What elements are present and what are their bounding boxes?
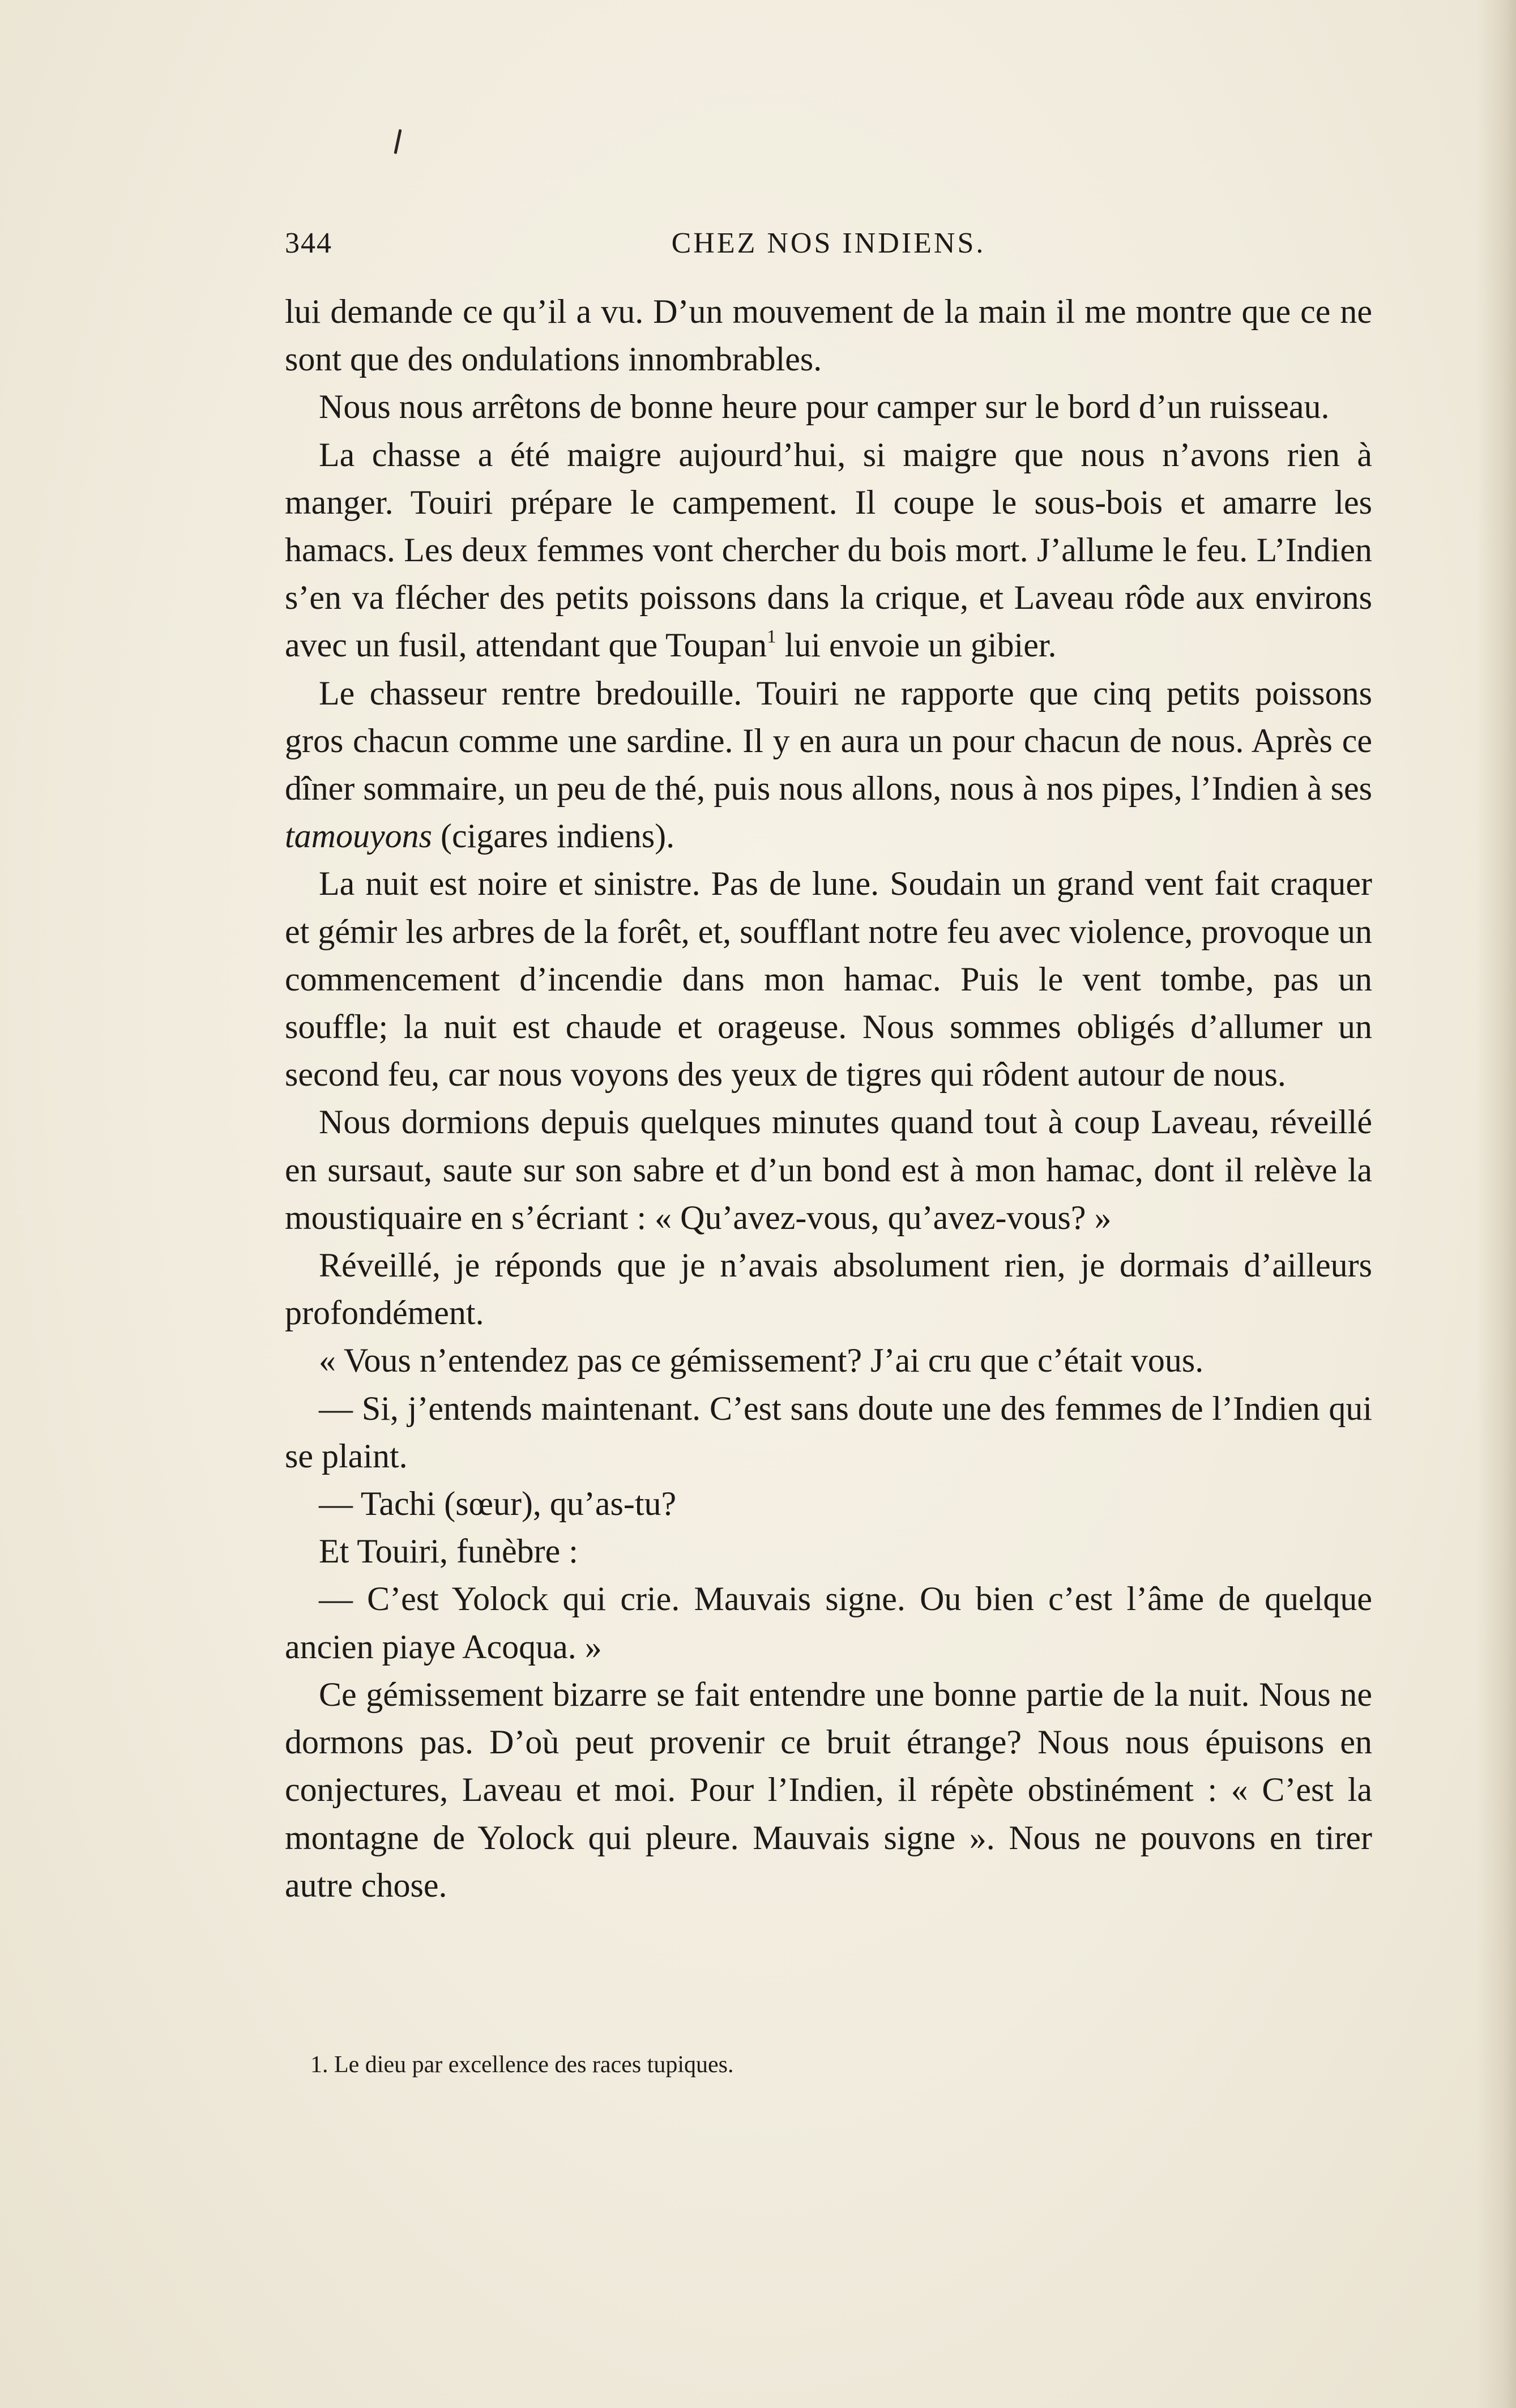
footnote-marker: 1	[767, 626, 776, 647]
paragraph: « Vous n’entendez pas ce gémissement? J’ai cru que c’était vous.	[319, 1342, 1204, 1380]
footnote: 1. Le dieu par excellence des races tupiques.	[310, 2052, 734, 2078]
paragraph: lui demande ce qu’il a vu. D’un mouvement de la main il me montre que ce ne sont que des ondulations innombrables.	[285, 293, 1372, 378]
paragraph: La chasse a été maigre aujourd’hui, si maigre que nous n’avons rien à manger. Touiri prépare le campement. Il coupe le sous-bois et amarre les hamacs. Les deux femmes vont chercher du bois mort. J’allume le feu. L’Indien s’en va flécher des petits poissons dans la crique, et Laveau rôde aux environs avec un fusil, attendant que Toupan$^1$ lui envoie un gibier.	[285, 436, 1372, 664]
paragraph: Le chasseur rentre bredouille. Touiri ne rapporte que cinq petits poissons gros chacun comme une sardine. Il y en aura un pour chacun de nous. Après ce dîner sommaire, un peu de thé, puis nous allons, nous à nos pipes, l’Indien à ses tamouyons (cigares indiens).	[285, 674, 1372, 855]
running-title: CHEZ NOS INDIENS.	[671, 227, 986, 259]
paragraph: Et Touiri, funèbre :	[319, 1532, 578, 1570]
italic-term: tamouyons	[285, 817, 432, 855]
body-text	[285, 288, 1372, 1909]
paragraph: Nous nous arrêtons de bonne heure pour camper sur le bord d’un ruisseau.	[319, 388, 1330, 426]
paragraph: Ce gémissement bizarre se fait entendre une bonne partie de la nuit. Nous ne dormons pas. D’où peut provenir ce bruit étrange? Nous nous épuisons en conjectures, Laveau et moi. Pour l’Indien, il répète obstinément : « C’est la montagne de Yolock qui pleure. Mauvais signe ». Nous ne pouvons en tirer autre chose.	[285, 1675, 1372, 1904]
paragraph: Nous dormions depuis quelques minutes quand tout à coup Laveau, réveillé en sursaut, saute sur son sabre et d’un bond est à mon hamac, dont il relève la moustiquaire en s’écriant : « Qu’avez-vous, qu’avez-vous? »	[285, 1103, 1372, 1236]
paragraph: La nuit est noire et sinistre. Pas de lune. Soudain un grand vent fait craquer et gémir les arbres de la forêt, et, soufflant notre feu avec violence, provoque un commencement d’incendie dans mon hamac. Puis le vent tombe, pas un souffle; la nuit est chaude et orageuse. Nous sommes obligés d’allumer un second feu, car nous voyons des yeux de tigres qui rôdent autour de nous.	[285, 865, 1372, 1094]
paragraph: — Tachi (sœur), qu’as-tu?	[319, 1485, 677, 1523]
paragraph: — C’est Yolock qui crie. Mauvais signe. Ou bien c’est l’âme de quelque ancien piaye Acoqua. »	[285, 1580, 1372, 1666]
ink-mark	[394, 129, 402, 154]
paragraph: Réveillé, je réponds que je n’avais absolument rien, je dormais d’ailleurs profondément.	[285, 1246, 1372, 1332]
page-number: 344	[285, 227, 332, 259]
page-edge-shadow	[1476, 0, 1516, 2408]
paragraph: — Si, j’entends maintenant. C’est sans doute une des femmes de l’Indien qui se plaint.	[285, 1389, 1372, 1475]
page-header	[285, 227, 1372, 272]
